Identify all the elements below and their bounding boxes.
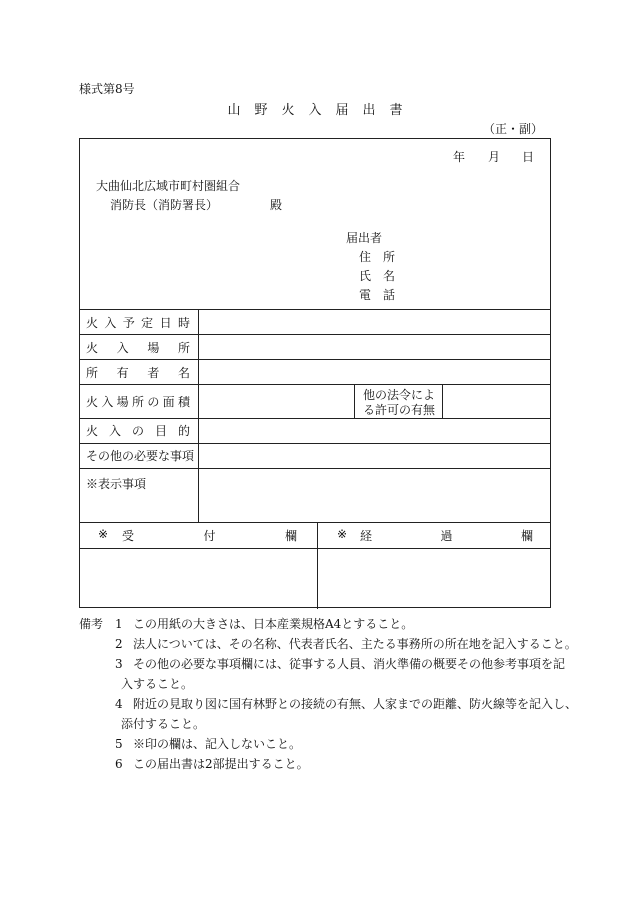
addressee-org: 大曲仙北広域市町村圏組合: [96, 179, 241, 193]
note-text-continued: 入すること。: [121, 677, 194, 691]
form-table: [79, 138, 551, 608]
progress-label: 経 過 欄: [360, 529, 533, 543]
form-number: 様式第8号: [79, 82, 135, 96]
applicant-phone-label: 電話: [359, 288, 408, 302]
note-number: 4: [115, 697, 123, 711]
label-scheduled-date: 火 入 予 定 日 時: [86, 316, 190, 330]
note-text: ※印の欄は、記入しないこと。: [133, 737, 302, 751]
note-number: 3: [115, 657, 123, 671]
date-year: 年: [453, 150, 466, 164]
progress-mark: ※: [337, 527, 348, 541]
label-owner: 所 有 者 名: [86, 366, 190, 380]
label-area: 火 入 場 所 の 面 積: [86, 395, 190, 409]
label-purpose: 火 入 の 目 的: [86, 424, 190, 438]
note-text-continued: 添付すること。: [121, 717, 206, 731]
label-other-matters: その他の必要な事項: [86, 449, 195, 463]
addressee-honorific: 殿: [270, 198, 283, 212]
reception-mark: ※: [98, 527, 109, 541]
note-text: この用紙の大きさは、日本産業規格A4とすること。: [133, 617, 414, 631]
notes-header: 備考: [79, 617, 104, 631]
reception-label: 受 付 欄: [122, 529, 297, 543]
applicant-address-label: 住所: [359, 250, 408, 264]
note-text: 法人については、その名称、代表者氏名、主たる事務所の所在地を記入すること。: [133, 637, 577, 651]
label-other-law-2: る許可の有無: [363, 403, 436, 417]
copy-mark: （正・副）: [482, 122, 543, 136]
form-title: 山野火入届出書: [227, 103, 417, 118]
note-text: その他の必要な事項欄には、従事する人員、消火準備の概要その他参考事項を記: [133, 657, 566, 671]
date-month: 月: [488, 150, 501, 164]
note-number: 5: [115, 737, 123, 751]
date-day: 日: [522, 150, 535, 164]
note-number: 1: [115, 617, 123, 631]
applicant-name-label: 氏名: [359, 269, 408, 283]
addressee-chief: 消防長（消防署長）: [110, 198, 219, 212]
note-number: 2: [115, 637, 123, 651]
label-display-items: ※表示事項: [86, 477, 147, 491]
applicant-label: 届出者: [346, 231, 383, 245]
label-location: 火 入 場 所: [86, 341, 190, 355]
label-other-law-1: 他の法令によ: [363, 388, 436, 402]
note-text: 附近の見取り図に国有林野との接続の有無、人家までの距離、防火線等を記入し、: [133, 697, 578, 711]
note-text: この届出書は2部提出すること。: [133, 757, 309, 771]
note-number: 6: [115, 757, 123, 771]
